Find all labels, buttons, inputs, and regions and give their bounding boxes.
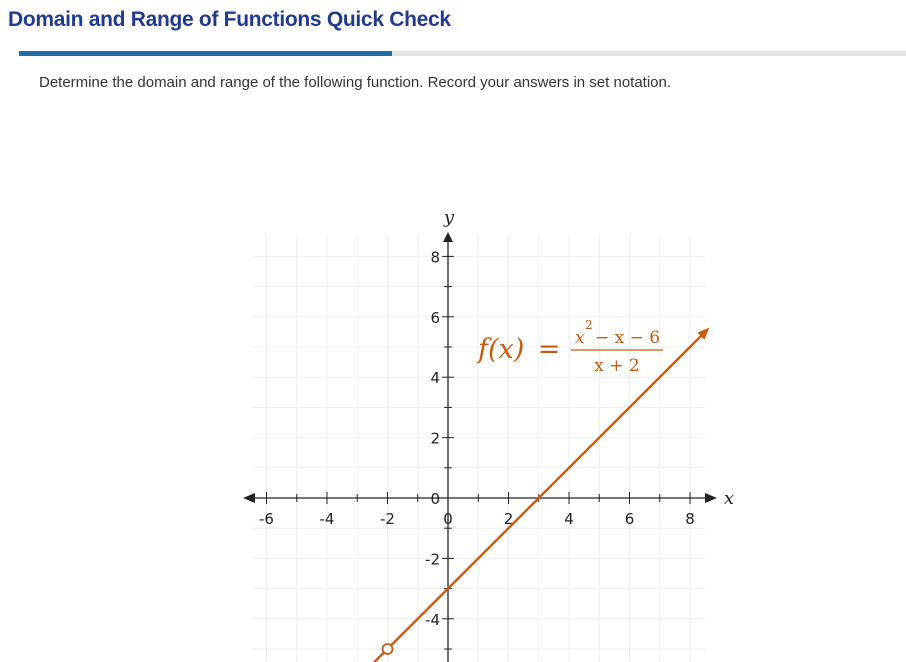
y-axis-arrow-top [443, 232, 453, 242]
y-tick-label: 2 [430, 429, 440, 448]
equation-numerator-base: x [575, 328, 585, 348]
x-tick-label: -2 [380, 510, 395, 528]
x-tick-label: -6 [259, 510, 274, 528]
y-tick-label: 4 [430, 369, 440, 388]
equation-numerator-exponent: 2 [585, 318, 593, 332]
y-tick-label: 6 [430, 308, 440, 327]
chart-grid [251, 235, 705, 662]
x-tick-label: 0 [443, 510, 453, 528]
page-title: Domain and Range of Functions Quick Check [8, 8, 451, 31]
removable-discontinuity-point [383, 644, 393, 654]
y-tick-label: 8 [430, 248, 440, 267]
x-tick-label: -4 [319, 510, 335, 528]
y-axis-label: y [443, 207, 455, 228]
x-axis-label: x [723, 488, 735, 509]
equation-numerator-rest: − x − 6 [595, 328, 661, 348]
question-prompt: Determine the domain and range of the following function. Record your answers in set notation. [39, 74, 672, 91]
y-tick-label: 0 [430, 490, 440, 508]
x-tick-label: 8 [685, 510, 695, 528]
x-axis-arrow-left [243, 493, 255, 503]
x-tick-label: 4 [564, 510, 574, 528]
y-tick-label: -4 [425, 610, 440, 629]
x-tick-label: 2 [503, 510, 514, 528]
chart-axes [243, 232, 717, 662]
chart-series [372, 328, 709, 662]
y-tick-label: -2 [425, 550, 440, 569]
x-axis-arrow-right [705, 493, 717, 503]
equation-lhs: f(x) [478, 334, 525, 365]
equation-equals: = [537, 334, 561, 365]
equation-denominator: x + 2 [594, 356, 640, 376]
x-tick-label: 6 [624, 510, 635, 528]
